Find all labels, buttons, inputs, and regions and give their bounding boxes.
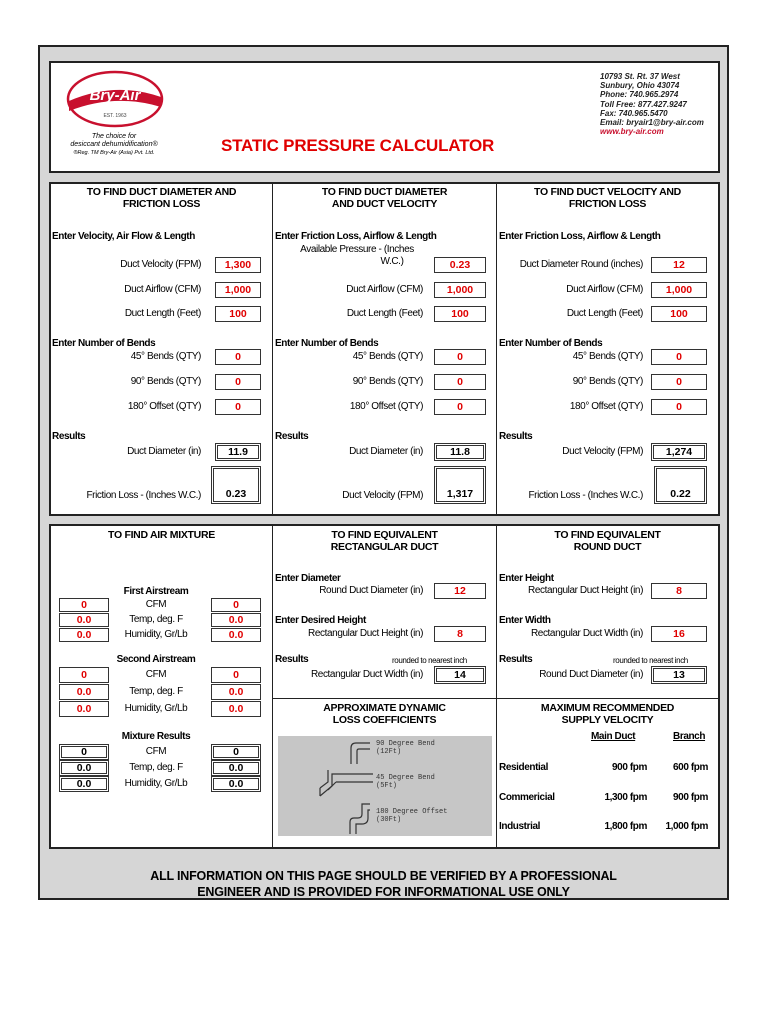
mix-result-temp-label: Temp, deg. F [129, 762, 183, 773]
mix-first-hum-right[interactable]: 0.0 [211, 628, 261, 642]
mix-second-cfm-label: CFM [145, 669, 167, 680]
col2-diameter-label: Duct Diameter (in) [349, 446, 423, 457]
col1-enter-label: Enter Velocity, Air Flow & Length [52, 231, 195, 242]
address-line: 10793 St. Rt. 37 West [600, 72, 680, 81]
tagline-1: The choice for [91, 133, 137, 140]
col1-heading-line2: FRICTION LOSS [122, 198, 201, 210]
col2-length-label: Duct Length (Feet) [346, 308, 423, 319]
mix-result-hum-left: 0.0 [59, 776, 109, 792]
rect-diameter-label: Round Duct Diameter (in) [319, 585, 423, 596]
mix-first-temp-right[interactable]: 0.0 [211, 613, 261, 627]
round-results-label: Results [499, 654, 533, 665]
col2-bends-title: Enter Number of Bends [275, 338, 379, 349]
address-line: Sunbury, Ohio 43074 [600, 81, 680, 91]
supply-row-name: Commericial [499, 792, 555, 803]
col1-b180-label: 180° Offset (QTY) [127, 401, 201, 412]
col3-b180-input[interactable]: 0 [651, 399, 707, 415]
mix-first-cfm-left[interactable]: 0 [59, 598, 109, 612]
round-height-label: Rectangular Duct Height (in) [528, 585, 643, 596]
col3-diameter-input[interactable]: 12 [651, 257, 707, 273]
supply-row-name: Residential [499, 762, 548, 773]
col2-heading-line1: TO FIND DUCT DIAMETER [321, 186, 448, 198]
mix-first-hum-label: Humidity, Gr/Lb [124, 629, 188, 640]
col3-b90-label: 90° Bends (QTY) [572, 376, 643, 387]
disclaimer [40, 868, 727, 900]
col3-velocity-output: 1,274 [651, 443, 707, 461]
col1-diameter-label: Duct Diameter (in) [127, 446, 201, 457]
rect-heading-line2: RECTANGULAR DUCT [330, 541, 439, 553]
col1-friction-value: 0.23 [225, 488, 247, 500]
round-enter-width: Enter Width [499, 615, 551, 626]
col3-friction-output [654, 466, 707, 504]
col1-airflow-input[interactable]: 1,000 [215, 282, 261, 298]
supply-row-main: 900 fpm [612, 762, 647, 773]
mix-result-hum-right: 0.0 [211, 776, 261, 792]
round-width-input[interactable]: 16 [651, 626, 707, 642]
rect-enter-diameter: Enter Diameter [275, 573, 341, 584]
col1-friction-output [211, 466, 261, 504]
col1-results-label: Results [52, 431, 86, 442]
col1-b45-label: 45° Bends (QTY) [130, 351, 201, 362]
mix-first-temp-label: Temp, deg. F [129, 614, 183, 625]
col3-heading-line2: FRICTION LOSS [568, 198, 647, 210]
calculator-sheet [38, 45, 729, 900]
supply-row-branch: 1,000 fpm [665, 821, 708, 832]
col3-bends-title: Enter Number of Bends [499, 338, 603, 349]
rect-heading-line1: TO FIND EQUIVALENT [331, 529, 438, 541]
tagline-2: desiccant dehumidification® [70, 141, 158, 148]
mix-heading: TO FIND AIR MIXTURE [108, 529, 215, 541]
col1-b90-input[interactable]: 0 [215, 374, 261, 390]
email-link[interactable]: Email: bryair1@bry-air.com [600, 118, 704, 128]
company-address [600, 72, 704, 136]
col2-b45-input[interactable]: 0 [434, 349, 486, 365]
col2-diameter-output: 11.8 [434, 443, 486, 461]
mix-second-title: Second Airstream [116, 654, 196, 665]
round-rounded-note: rounded to nearest inch [613, 656, 688, 665]
mix-second-temp-left[interactable]: 0.0 [59, 684, 109, 700]
round-diameter-output: 13 [651, 666, 707, 684]
col3-length-label: Duct Length (Feet) [566, 308, 643, 319]
col3-airflow-label: Duct Airflow (CFM) [566, 284, 643, 295]
supply-row-name: Industrial [499, 821, 541, 832]
col3-heading-line1: TO FIND DUCT VELOCITY AND [534, 186, 681, 198]
mix-results-title: Mixture Results [121, 731, 191, 742]
col2-heading-line2: AND DUCT VELOCITY [331, 198, 438, 210]
header-panel [49, 61, 720, 173]
col2-pressure-input[interactable]: 0.23 [434, 257, 486, 273]
rect-height-label: Rectangular Duct Height (in) [308, 628, 423, 639]
col2-airflow-input[interactable]: 1,000 [434, 282, 486, 298]
round-enter-height: Enter Height [499, 573, 554, 584]
logo-est-text: EST. 1963 [103, 113, 127, 119]
col2-velocity-value: 1,317 [446, 488, 474, 500]
mix-first-cfm-right[interactable]: 0 [211, 598, 261, 612]
bend90-equiv: (12Ft) [376, 748, 402, 756]
col1-bends-title: Enter Number of Bends [52, 338, 156, 349]
col2-enter-label: Enter Friction Loss, Airflow & Length [275, 231, 437, 242]
col2-b45-label: 45° Bends (QTY) [352, 351, 423, 362]
col1-diameter-output: 11.9 [215, 443, 261, 461]
mix-result-cfm-right: 0 [211, 744, 261, 760]
round-heading-line1: TO FIND EQUIVALENT [554, 529, 661, 541]
mix-second-hum-right[interactable]: 0.0 [211, 701, 261, 717]
bry-air-logo [65, 69, 165, 129]
col1-length-label: Duct Length (Feet) [124, 308, 201, 319]
col2-airflow-label: Duct Airflow (CFM) [346, 284, 423, 295]
loss-heading-line2: LOSS COEFFICIENTS [332, 714, 437, 726]
col1-b90-label: 90° Bends (QTY) [130, 376, 201, 387]
logo-brand-text: Bry-Air [89, 87, 141, 104]
col2-b180-input[interactable]: 0 [434, 399, 486, 415]
bend45-equiv: (5Ft) [376, 782, 398, 790]
col1-velocity-input[interactable]: 1,300 [215, 257, 261, 273]
col2-pressure-label-line1: Available Pressure - (Inches [300, 244, 414, 255]
mix-second-hum-label: Humidity, Gr/Lb [124, 703, 188, 714]
supply-branch-header: Branch [673, 731, 706, 742]
offset-180-icon [342, 802, 370, 834]
rect-rounded-note: rounded to nearest inch [392, 656, 467, 665]
rect-width-output: 14 [434, 666, 486, 684]
supply-row-main: 1,300 fpm [604, 792, 647, 803]
col2-velocity-output [434, 466, 486, 504]
col3-b180-label: 180° Offset (QTY) [569, 401, 643, 412]
supply-heading-line1: MAXIMUM RECOMMENDED [540, 702, 675, 714]
rect-height-input[interactable]: 8 [434, 626, 486, 642]
supply-main-header: Main Duct [591, 731, 636, 742]
col3-enter-label: Enter Friction Loss, Airflow & Length [499, 231, 661, 242]
supply-row-branch: 600 fpm [673, 762, 708, 773]
col3-airflow-input[interactable]: 1,000 [651, 282, 707, 298]
mix-second-cfm-right[interactable]: 0 [211, 667, 261, 683]
col1-length-input[interactable]: 100 [215, 306, 261, 322]
rect-results-label: Results [275, 654, 309, 665]
bend90-label: 90 Degree Bend [376, 740, 435, 748]
address-line: Fax: 740.965.5470 [600, 108, 668, 118]
offset-label: 180 Degree Offset [376, 808, 448, 816]
mix-second-hum-left[interactable]: 0.0 [59, 701, 109, 717]
tagline-3: ®Reg. TM Bry-Air (Asia) Pvt. Ltd. [73, 150, 155, 156]
mix-result-hum-label: Humidity, Gr/Lb [124, 778, 188, 789]
disclaimer-line1: ALL INFORMATION ON THIS PAGE SHOULD BE VERIFIED BY A PROFESSIONAL [150, 869, 617, 883]
mix-second-cfm-left[interactable]: 0 [59, 667, 109, 683]
col1-friction-label: Friction Loss - (Inches W.C.) [86, 490, 201, 501]
mix-first-temp-left[interactable]: 0.0 [59, 613, 109, 627]
address-line: Toll Free: 877.427.9247 [600, 99, 687, 109]
col2-b180-label: 180° Offset (QTY) [349, 401, 423, 412]
col3-velocity-label: Duct Velocity (FPM) [562, 446, 643, 457]
website-link[interactable]: www.bry-air.com [600, 127, 664, 137]
col2-velocity-label: Duct Velocity (FPM) [342, 490, 423, 501]
col3-friction-label: Friction Loss - (Inches W.C.) [528, 490, 643, 501]
col2-pressure-label-line2: W.C.) [380, 256, 404, 267]
col3-friction-value: 0.22 [670, 488, 691, 500]
mix-first-hum-left[interactable]: 0.0 [59, 628, 109, 642]
col1-b45-input[interactable]: 0 [215, 349, 261, 365]
col3-b45-input[interactable]: 0 [651, 349, 707, 365]
supply-row-main: 1,800 fpm [604, 821, 647, 832]
bend45-label: 45 Degree Bend [376, 774, 435, 782]
col1-heading-line1: TO FIND DUCT DIAMETER AND [86, 186, 237, 198]
offset-equiv: (30Ft) [376, 816, 402, 824]
col1-velocity-label: Duct Velocity (FPM) [120, 259, 201, 270]
lower-calculators-panel [49, 524, 720, 849]
round-height-input[interactable]: 8 [651, 583, 707, 599]
mix-first-cfm-label: CFM [145, 599, 167, 610]
col1-airflow-label: Duct Airflow (CFM) [124, 284, 201, 295]
round-diameter-label: Round Duct Diameter (in) [539, 669, 643, 680]
supply-heading-line2: SUPPLY VELOCITY [561, 714, 654, 726]
mix-result-temp-left: 0.0 [59, 760, 109, 776]
rect-enter-height: Enter Desired Height [275, 615, 366, 626]
mix-result-temp-right: 0.0 [211, 760, 261, 776]
loss-heading-line1: APPROXIMATE DYNAMIC [323, 702, 446, 714]
mix-second-temp-right[interactable]: 0.0 [211, 684, 261, 700]
address-line: Phone: 740.965.2974 [600, 90, 679, 100]
supply-row-branch: 900 fpm [673, 792, 708, 803]
rect-width-label: Rectangular Duct Width (in) [310, 669, 423, 680]
page-title: STATIC PRESSURE CALCULATOR [221, 136, 495, 155]
col3-b90-input[interactable]: 0 [651, 374, 707, 390]
col3-diameter-label: Duct Diameter Round (inches) [519, 259, 643, 270]
mix-result-cfm-label: CFM [145, 746, 167, 757]
col3-b45-label: 45° Bends (QTY) [572, 351, 643, 362]
col2-length-input[interactable]: 100 [434, 306, 486, 322]
col2-b90-input[interactable]: 0 [434, 374, 486, 390]
col2-b90-label: 90° Bends (QTY) [352, 376, 423, 387]
mix-second-temp-label: Temp, deg. F [129, 686, 183, 697]
col2-results-label: Results [275, 431, 309, 442]
col3-results-label: Results [499, 431, 533, 442]
col3-length-input[interactable]: 100 [651, 306, 707, 322]
disclaimer-line2: ENGINEER AND IS PROVIDED FOR INFORMATIONAL USE ONLY [197, 885, 570, 899]
mix-result-cfm-left: 0 [59, 744, 109, 760]
round-heading-line2: ROUND DUCT [573, 541, 642, 553]
col1-b180-input[interactable]: 0 [215, 399, 261, 415]
bend-90-icon [348, 740, 370, 764]
bend-45-icon [318, 770, 373, 798]
duct-calculators-panel [49, 182, 720, 516]
mix-first-title: First Airstream [123, 586, 189, 597]
rect-diameter-input[interactable]: 12 [434, 583, 486, 599]
round-width-label: Rectangular Duct Width (in) [530, 628, 643, 639]
loss-coefficients-diagram [278, 736, 492, 836]
